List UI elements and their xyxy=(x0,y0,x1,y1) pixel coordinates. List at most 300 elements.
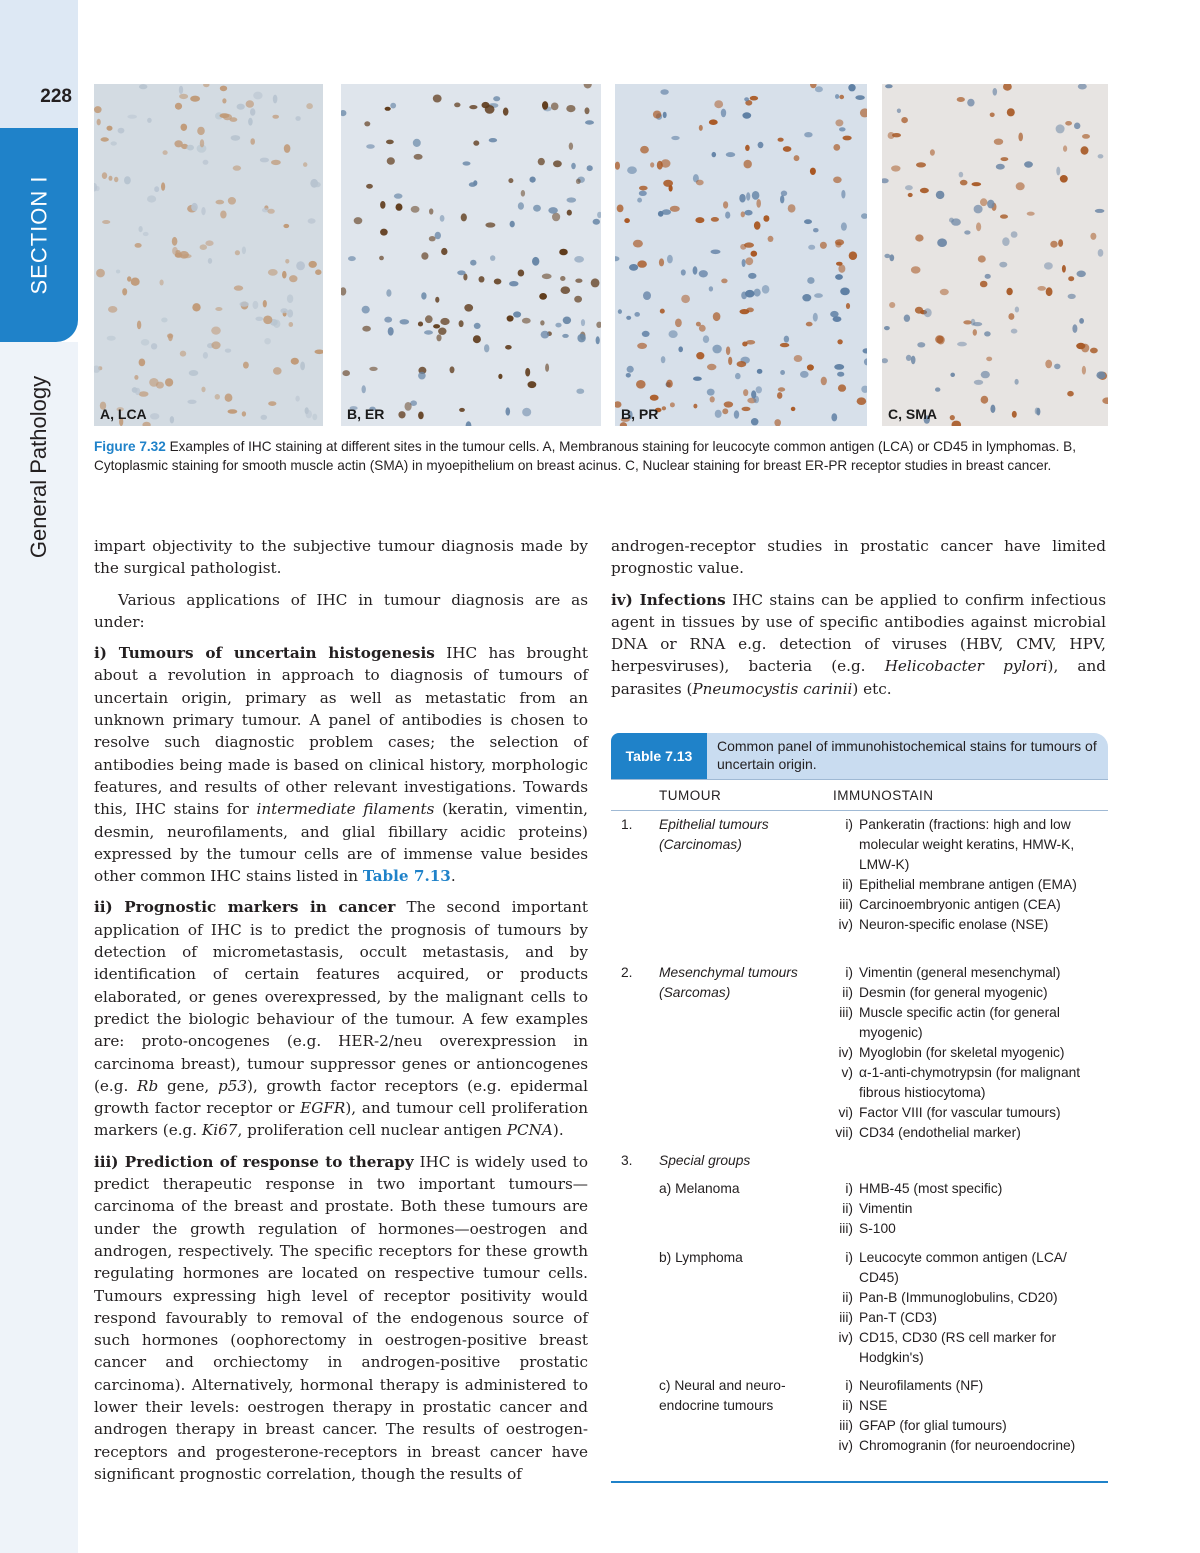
running-title: General Pathology xyxy=(26,375,52,559)
cell-texture xyxy=(670,402,675,407)
cell-texture xyxy=(362,385,366,393)
cell-texture xyxy=(560,276,565,281)
cell-texture xyxy=(545,364,549,372)
cell-texture xyxy=(835,274,843,280)
stain-name: Pankeratin (fractions: high and low molecular weight keratins, HMW-K, LMW-K) xyxy=(859,817,1075,872)
cell-texture xyxy=(703,335,709,343)
list-item xyxy=(833,1179,1108,1199)
stain-name: Neurofilaments (NF) xyxy=(859,1378,984,1393)
cell-texture xyxy=(231,135,241,141)
cell-texture xyxy=(788,204,796,212)
cell-texture xyxy=(187,400,196,404)
cell-texture xyxy=(493,96,500,101)
cell-texture xyxy=(513,311,521,317)
cell-texture xyxy=(118,128,125,134)
cell-texture xyxy=(380,201,385,209)
cell-texture xyxy=(461,213,467,221)
cell-texture xyxy=(485,222,495,227)
cell-texture xyxy=(566,105,575,112)
figure-panel-b-er xyxy=(341,84,601,426)
cell-texture xyxy=(725,212,730,219)
text-run: gene, xyxy=(166,1076,210,1095)
cell-texture xyxy=(807,277,814,284)
cell-texture xyxy=(972,182,982,186)
cell-texture xyxy=(200,139,204,147)
cell-texture xyxy=(139,226,143,232)
cell-texture xyxy=(1058,239,1063,247)
cell-texture xyxy=(165,378,173,386)
cell-texture xyxy=(800,371,809,378)
cell-texture xyxy=(362,306,370,314)
cell-texture xyxy=(364,121,370,126)
item-numeral: i) xyxy=(845,817,853,832)
cell-texture xyxy=(663,112,667,118)
cell-texture xyxy=(228,409,238,414)
cell-texture xyxy=(802,294,811,301)
cell-texture xyxy=(963,320,972,324)
cell-texture xyxy=(587,165,593,171)
cell-texture xyxy=(848,84,855,91)
cell-texture xyxy=(285,259,289,264)
cell-texture xyxy=(662,406,666,410)
cell-texture xyxy=(553,160,562,167)
cell-texture xyxy=(289,275,297,282)
row-number: 2. xyxy=(621,965,633,980)
cell-texture xyxy=(835,119,843,126)
cell-texture xyxy=(833,144,840,151)
cell-texture xyxy=(312,414,317,421)
cell-texture xyxy=(174,140,182,147)
cell-texture xyxy=(627,166,637,174)
cell-texture xyxy=(1015,379,1019,385)
text-run: Rb xyxy=(137,1076,159,1095)
cell-texture xyxy=(884,326,890,330)
cell-texture xyxy=(425,315,433,323)
micrograph-image xyxy=(94,84,323,426)
cell-texture xyxy=(291,358,299,365)
cell-texture xyxy=(435,297,439,303)
cell-texture xyxy=(228,197,236,205)
cell-texture xyxy=(197,127,205,135)
figure-panel-a-lca xyxy=(94,84,323,426)
paragraph xyxy=(611,589,1106,700)
cell-texture xyxy=(233,165,241,170)
cell-texture xyxy=(1007,108,1015,116)
cell-texture xyxy=(959,172,964,178)
cell-texture xyxy=(754,221,761,230)
cell-texture xyxy=(885,84,893,88)
cell-texture xyxy=(839,127,846,131)
item-numeral: ii) xyxy=(842,877,853,892)
cell-texture xyxy=(624,218,630,223)
cell-texture xyxy=(911,266,921,273)
cell-texture xyxy=(282,271,287,279)
cell-texture xyxy=(203,160,209,165)
item-numeral: iv) xyxy=(838,1045,853,1060)
cell-texture xyxy=(660,89,668,95)
cell-texture xyxy=(901,117,908,123)
cell-texture xyxy=(1027,212,1035,216)
cell-texture xyxy=(751,418,759,425)
cell-texture xyxy=(693,404,697,409)
figure-id: Figure 7.32 xyxy=(94,439,166,454)
cell-texture xyxy=(593,219,600,225)
cell-texture xyxy=(108,306,117,313)
cell-texture xyxy=(172,247,178,255)
stain-name: S-100 xyxy=(859,1221,896,1236)
cell-texture xyxy=(503,108,509,116)
cell-texture xyxy=(131,278,140,286)
cell-texture xyxy=(237,104,245,110)
list-item xyxy=(833,1308,1108,1328)
micrograph-image xyxy=(341,84,601,426)
caption-text: Examples of IHC staining at different sites in the tumour cells. A, Membranous staining for leucocyte common antigen (LCA) or CD45 in lymphomas. B, Cytoplasmic staining for smooth muscle actin (SMA) in myoepithelium on breast acinus. C, Nuclear staining for breast ER-PR receptor studies in breast cancer. xyxy=(94,439,1076,473)
cell-texture xyxy=(756,199,761,208)
cell-texture xyxy=(200,244,207,250)
item-numeral: ii) xyxy=(842,985,853,1000)
cell-texture xyxy=(837,339,842,344)
cell-texture xyxy=(424,330,433,334)
cell-texture xyxy=(1056,167,1060,176)
cell-texture xyxy=(151,343,157,349)
cell-texture xyxy=(804,219,812,224)
cell-texture xyxy=(429,208,433,214)
cell-texture xyxy=(980,281,988,288)
cell-texture xyxy=(585,120,594,124)
column-header-tumour: TUMOUR xyxy=(659,788,722,803)
table-id: Table 7.13 xyxy=(611,733,707,779)
cell-texture xyxy=(743,389,748,396)
cell-texture xyxy=(161,318,167,323)
stain-name: HMB-45 (most specific) xyxy=(859,1181,1003,1196)
cell-texture xyxy=(211,341,220,349)
cell-texture xyxy=(187,145,194,151)
text-run: Helicobacter pylori xyxy=(884,657,1048,676)
cell-texture xyxy=(575,279,582,283)
cell-texture xyxy=(205,240,213,246)
cell-texture xyxy=(763,215,769,222)
cell-texture xyxy=(742,407,751,411)
cell-texture xyxy=(1054,364,1060,370)
page-number: 228 xyxy=(40,86,72,107)
cell-texture xyxy=(778,138,784,142)
list-item xyxy=(833,1416,1108,1436)
cell-texture xyxy=(924,308,932,317)
section-label: SECTION I xyxy=(26,175,52,295)
cell-texture xyxy=(263,300,267,307)
cell-texture xyxy=(107,126,113,131)
cell-texture xyxy=(843,136,852,141)
list-item xyxy=(833,875,1108,895)
cell-texture xyxy=(421,292,426,299)
cell-texture xyxy=(849,251,857,260)
cell-texture xyxy=(1081,146,1089,154)
stain-name: Carcinoembryonic antigen (CEA) xyxy=(859,897,1061,912)
cell-texture xyxy=(791,407,796,411)
cell-texture xyxy=(271,160,281,165)
stain-name: α-1-anti-chymotrypsin (for malignant fibrous histiocytoma) xyxy=(859,1065,1081,1100)
item-numeral: i) xyxy=(845,1378,853,1393)
cell-texture xyxy=(781,191,787,197)
cell-texture xyxy=(436,334,441,341)
cell-texture xyxy=(457,270,465,275)
cell-texture xyxy=(840,288,850,296)
text-run: PCNA xyxy=(506,1121,553,1140)
cell-texture xyxy=(693,377,702,381)
text-run: , proliferation cell nuclear antigen xyxy=(237,1121,502,1140)
cell-texture xyxy=(181,124,188,131)
cell-texture xyxy=(707,364,716,370)
cell-texture xyxy=(916,162,926,167)
cell-texture xyxy=(518,270,525,277)
cell-texture xyxy=(541,331,550,339)
figure-caption xyxy=(94,437,1108,475)
list-item xyxy=(833,983,1108,1003)
cell-texture xyxy=(189,370,199,376)
cell-texture xyxy=(987,200,994,209)
stain-name: Pan-B (Immunoglobulins, CD20) xyxy=(859,1290,1058,1305)
cell-texture xyxy=(1074,123,1080,130)
item-numeral: iv) xyxy=(838,917,853,932)
micrograph-background xyxy=(882,84,1108,426)
cell-texture xyxy=(287,294,293,303)
list-item xyxy=(833,1436,1108,1456)
cell-texture xyxy=(971,319,976,326)
stain-name: CD34 (endothelial marker) xyxy=(859,1125,1021,1140)
text-run: intermediate filaments xyxy=(256,800,435,819)
cell-texture xyxy=(295,396,299,402)
row-number: 1. xyxy=(621,817,633,832)
list-item xyxy=(833,1396,1108,1416)
cell-texture xyxy=(636,380,646,389)
cell-texture xyxy=(751,251,758,257)
text-run: ), and parasites ( xyxy=(611,657,1106,698)
cell-texture xyxy=(303,162,307,167)
cell-texture xyxy=(1095,209,1105,213)
cell-texture xyxy=(981,371,990,378)
cell-texture xyxy=(884,254,890,258)
cell-texture xyxy=(1076,343,1085,349)
cell-texture xyxy=(640,146,649,154)
cell-texture xyxy=(976,222,981,231)
cell-texture xyxy=(192,303,200,311)
stain-name: NSE xyxy=(859,1398,888,1413)
cell-texture xyxy=(699,270,708,277)
cell-texture xyxy=(835,94,839,99)
stain-name: Leucocyte common antigen (LCA/ CD45) xyxy=(859,1250,1067,1285)
cell-texture xyxy=(834,364,844,370)
cell-texture xyxy=(139,359,146,367)
item-numeral: iii) xyxy=(839,897,853,912)
cell-texture xyxy=(661,159,671,167)
cell-texture xyxy=(505,345,512,350)
cell-texture xyxy=(1090,348,1098,354)
item-numeral: i) xyxy=(845,965,853,980)
cell-texture xyxy=(814,293,823,298)
cell-texture xyxy=(935,335,943,343)
cell-texture xyxy=(300,362,305,371)
cell-texture xyxy=(618,309,622,314)
cell-texture xyxy=(821,377,827,386)
micrograph-image xyxy=(882,84,1108,426)
cell-texture xyxy=(999,262,1007,268)
tumour-subgroup: a) Melanoma xyxy=(659,1181,740,1196)
cell-texture xyxy=(660,309,665,314)
cell-texture xyxy=(450,366,455,373)
stain-name: Chromogranin (for neuroendocrine) xyxy=(859,1438,1076,1453)
cell-texture xyxy=(216,200,225,205)
cell-texture xyxy=(986,357,992,362)
cell-texture xyxy=(768,236,774,242)
cell-texture xyxy=(758,142,764,148)
cell-texture xyxy=(671,136,679,140)
cell-texture xyxy=(1098,249,1104,257)
cell-texture xyxy=(246,100,254,108)
cell-texture xyxy=(1016,182,1025,190)
cell-texture xyxy=(964,230,970,234)
item-numeral: ii) xyxy=(842,1201,853,1216)
cell-texture xyxy=(398,411,405,418)
cell-texture xyxy=(721,279,727,284)
cell-texture xyxy=(295,116,300,121)
item-numeral: iii) xyxy=(839,1005,853,1020)
cell-texture xyxy=(122,288,127,295)
figure-panel-b-pr xyxy=(615,84,867,426)
list-item xyxy=(833,895,1108,915)
cell-texture xyxy=(179,86,183,94)
cell-texture xyxy=(548,207,558,214)
cell-texture xyxy=(567,210,572,216)
cell-texture xyxy=(127,115,137,119)
cell-texture xyxy=(1056,124,1065,133)
cell-texture xyxy=(387,157,395,165)
cell-texture xyxy=(639,186,648,191)
cell-texture xyxy=(521,190,525,197)
cell-texture xyxy=(984,331,991,336)
cell-texture xyxy=(723,201,728,208)
cell-texture xyxy=(310,179,318,188)
cell-texture xyxy=(539,293,547,300)
cell-texture xyxy=(712,152,717,157)
right-column xyxy=(611,535,1106,709)
cell-texture xyxy=(459,408,465,412)
cell-texture xyxy=(917,342,925,347)
cell-texture xyxy=(473,140,479,145)
stain-list xyxy=(833,1376,1108,1456)
paragraph: impart objectivity to the subjective tumour diagnosis made by the surgical pathologist. xyxy=(94,537,588,578)
text-run: The second important application of IHC is to predict the prognosis of tumours by detection of micrometastasis, occult metastasis, and by identification of certain features acquired, or products elaborated, or genes overexpressed, by the malignant cells to predict the biologic behaviour of the tumour. A few examples are: proto-oncogenes (e.g. HER-2/neu overexpression in carcinoma breast), tumour suppressor genes or antioncogenes (e.g. xyxy=(94,898,589,1095)
cell-texture xyxy=(96,269,105,278)
cell-texture xyxy=(147,118,152,123)
cell-texture xyxy=(936,191,945,199)
cell-texture xyxy=(949,218,954,223)
cell-texture xyxy=(762,285,770,294)
micrograph-image xyxy=(615,84,867,426)
cell-texture xyxy=(384,317,392,323)
cell-texture xyxy=(215,307,222,311)
cell-texture xyxy=(615,162,620,170)
cell-texture xyxy=(783,146,792,152)
cell-texture xyxy=(663,180,673,187)
cell-texture xyxy=(711,250,721,255)
list-item xyxy=(833,915,1108,935)
cell-texture xyxy=(109,176,113,181)
paragraph: Various applications of IHC in tumour diagnosis are as under: xyxy=(94,590,588,631)
cell-texture xyxy=(273,367,282,375)
cell-texture xyxy=(978,255,986,262)
cell-texture xyxy=(905,185,913,190)
cell-texture xyxy=(626,373,631,378)
cell-texture xyxy=(742,259,746,267)
cell-texture xyxy=(463,161,471,165)
cell-texture xyxy=(240,302,249,307)
cell-texture xyxy=(220,86,227,92)
cell-texture xyxy=(627,366,634,373)
cell-texture xyxy=(1079,318,1084,324)
cell-texture xyxy=(1006,288,1012,295)
cell-texture xyxy=(838,384,846,391)
left-column xyxy=(94,535,588,1494)
table-reference-link[interactable]: Table 7.13 xyxy=(362,867,451,886)
cell-texture xyxy=(810,168,816,175)
cell-texture xyxy=(215,394,220,400)
tumour-subgroup: b) Lymphoma xyxy=(659,1250,743,1265)
cell-texture xyxy=(225,394,233,402)
cell-texture xyxy=(838,265,845,273)
cell-texture xyxy=(1068,276,1074,281)
text-run: Pneumocystis carinii xyxy=(692,679,853,698)
cell-texture xyxy=(167,334,173,339)
cell-texture xyxy=(642,331,650,337)
cell-texture xyxy=(744,242,754,247)
list-item xyxy=(833,1199,1108,1219)
cell-texture xyxy=(1065,121,1072,126)
item-numeral: v) xyxy=(841,1065,853,1080)
cell-texture xyxy=(555,323,561,328)
cell-texture xyxy=(911,356,916,365)
cell-texture xyxy=(653,111,661,119)
cell-texture xyxy=(734,410,739,419)
stain-name: Epithelial membrane antigen (EMA) xyxy=(859,877,1077,892)
cell-texture xyxy=(418,412,424,420)
stain-list xyxy=(833,1179,1108,1239)
cell-texture xyxy=(260,158,269,163)
cell-texture xyxy=(889,302,895,308)
item-numeral: iv) xyxy=(838,1438,853,1453)
cell-texture xyxy=(235,250,240,255)
cell-texture xyxy=(306,103,313,109)
cell-texture xyxy=(794,355,803,362)
cell-texture xyxy=(744,160,752,169)
cell-texture xyxy=(454,103,460,108)
cell-texture xyxy=(957,97,965,102)
stain-name: Vimentin xyxy=(859,1201,913,1216)
list-item xyxy=(833,963,1108,983)
cell-texture xyxy=(532,257,539,266)
cell-texture xyxy=(735,373,741,379)
cell-texture xyxy=(681,295,690,303)
item-numeral: ii) xyxy=(842,1290,853,1305)
subheading: iv) Infections xyxy=(611,590,726,609)
cell-texture xyxy=(1011,329,1018,334)
cell-texture xyxy=(114,177,118,182)
paragraph xyxy=(94,896,588,1141)
cell-texture xyxy=(498,374,502,379)
cell-texture xyxy=(396,203,403,210)
item-numeral: iv) xyxy=(838,1330,853,1345)
cell-texture xyxy=(745,145,750,151)
cell-texture xyxy=(234,285,243,290)
